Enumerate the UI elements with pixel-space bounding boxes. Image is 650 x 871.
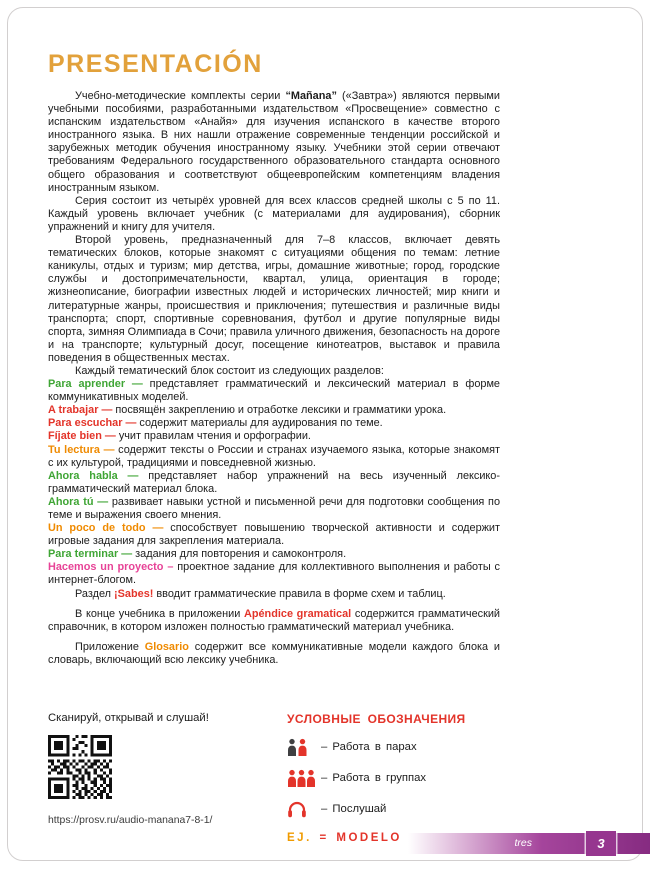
modelo-label: MODELO: [336, 832, 402, 844]
qr-finder-bottom-left: [48, 778, 69, 799]
section-item: [48, 522, 500, 548]
section-desc: содержит тексты о России и странах изучаемого языка, которые знакомят с их культурой, традициями и повседневной жизнью.: [48, 443, 500, 469]
apendice-after: содержится грамматический справочник, в котором изложен полностью грамматический материал учебника.: [48, 607, 501, 633]
legend-label: – Работа в группах: [321, 772, 427, 784]
apendice-name: Apéndice gramatical: [243, 607, 352, 620]
series-brand-name: “Mañana”: [285, 90, 337, 102]
audio-scan-block: [48, 712, 278, 826]
section-desc: учит правилам чтения и орфографии.: [118, 430, 311, 443]
section-desc: проектное задание для коллективного выполнения и работы с интернет-блогом.: [48, 561, 500, 587]
intro-paragraph-3: Второй уровень, предназначенный для 7–8 классов, включает девять тематических блоков, которые знакомят с ситуациями общения по темам: летние каникулы, отдых и туризм; мир детства, игры, домашние животные; город, городские службы и достопримечательности, квартал, улица, ориентация в городе; жизнеописание, биографии известных людей и исторических личностей; мир книги и литературные жанры, происшествия и приключения; путешествия и различные виды транспорта; спорт, спортивные соревнования, футбол и другие популярные виды спорта, зимняя Олимпиада в Сочи; правила уличного движения, безопасность на дороге и на транспорте; культурный досуг, посещение кинотеатров, выставок и правила поведения в общественных местах.: [48, 234, 500, 364]
glosario-before: Приложение: [75, 640, 145, 653]
section-desc: содержит материалы для аудирования по теме.: [139, 417, 383, 430]
section-name: Hacemos un proyecto –: [48, 561, 174, 574]
equals-sign: =: [319, 832, 329, 844]
section-name: Para aprender —: [48, 378, 143, 391]
intro-paragraph-4: Каждый тематический блок состоит из следующих разделов:: [75, 364, 384, 377]
section-name: Para terminar —: [48, 548, 133, 561]
section-item: [48, 404, 500, 417]
scan-cta-text: Сканируй, открывай и слушай!: [48, 712, 209, 724]
section-item: [48, 496, 500, 522]
qr-finder-top-right: [91, 735, 112, 756]
page-number-badge: 3: [586, 831, 616, 856]
section-name: Tu lectura —: [48, 443, 115, 456]
section-item: [48, 417, 500, 430]
section-item: [48, 470, 500, 496]
intro-p1-after: («Завтра») являются первыми учебными пособиями, разработанными издательством «Просвещение» совместно с испанским издательством «Анайя» для изучения испанского в качестве второго иностранного языка. В них нашли отражение современные тенденции российской и зарубежных методик обучения иностранному языку. Учебники этой серии отвечают требованиям Федерального государственного образовательного стандарта основного общего образования и соответствуют общеевропейским компетенциям владения иностранным языком.: [48, 90, 501, 194]
intro-paragraph-2: Серия состоит из четырёх уровней для всех классов средней школы с 5 по 11. Каждый уровень включает учебник (с материалами для аудирования), сборник упражнений и книгу для учителя.: [48, 194, 500, 233]
section-item: [48, 378, 500, 404]
legend-block: [287, 712, 512, 844]
section-name: Ahora tú —: [48, 495, 109, 508]
glosario-after: содержит все коммуникативные модели каждого блока и словарь, включающий всю лексику учебника.: [48, 640, 501, 666]
page-title: PRESENTACIÓN: [48, 50, 263, 78]
legend-item: [287, 737, 512, 757]
intro-paragraph-1: [48, 90, 500, 195]
section-name: A trabajar —: [48, 404, 113, 417]
sabes-name: ¡Sabes!: [114, 587, 154, 600]
section-item: [48, 548, 500, 561]
section-name: Para escuchar —: [48, 417, 137, 430]
main-text: [48, 90, 500, 667]
section-desc: посвящён закреплению и отработке лексики и грамматики урока.: [115, 404, 447, 417]
legend-title: УСЛОВНЫЕ ОБОЗНАЧЕНИЯ: [287, 712, 466, 726]
pair-icon: [287, 738, 321, 757]
sabes-after: вводит грамматические правила в форме схем и таблиц.: [153, 587, 446, 600]
qr-code: [48, 735, 112, 799]
group-icon: [287, 769, 321, 788]
intro-p1-before: Учебно-методические комплекты серии: [75, 90, 286, 102]
legend-item: [287, 768, 512, 788]
apendice-before: В конце учебника в приложении: [75, 607, 244, 620]
section-desc: способствует повышению творческой активности и содержит игровые задания для закрепления материала.: [48, 522, 500, 548]
section-name: Ahora habla —: [48, 469, 139, 482]
section-desc: задания для повторения и самоконтроля.: [135, 548, 347, 561]
headphones-icon: [287, 801, 321, 818]
section-name: Fíjate bien —: [48, 430, 116, 443]
legend-label: – Послушай: [321, 803, 387, 815]
glosario-name: Glosario: [144, 640, 189, 653]
section-item: [48, 444, 500, 470]
section-item: [48, 430, 500, 443]
page-word: tres: [514, 837, 532, 849]
section-desc: развивает навыки устной и письменной речи для подготовки сообщения по теме и выражения своего мнения.: [48, 495, 501, 521]
sabes-paragraph: [48, 588, 500, 601]
ej-label: EJ.: [287, 832, 312, 844]
apendice-paragraph: [48, 608, 500, 634]
section-desc: представляет грамматический и лексический материал в форме коммуникативных моделей.: [48, 378, 500, 404]
audio-url: https://prosv.ru/audio-manana7-8-1/: [48, 815, 213, 826]
section-name: Un poco de todo —: [48, 522, 164, 535]
legend-item: [287, 799, 512, 819]
section-desc: представляет набор упражнений на весь изученный лексико-грамматический материал блока.: [48, 469, 500, 495]
qr-finder-top-left: [48, 735, 69, 756]
sabes-before: Раздел: [75, 587, 115, 600]
glosario-paragraph: [48, 641, 500, 667]
section-item: [48, 561, 500, 587]
legend-label: – Работа в парах: [321, 741, 417, 753]
footer-bar: [408, 833, 650, 854]
